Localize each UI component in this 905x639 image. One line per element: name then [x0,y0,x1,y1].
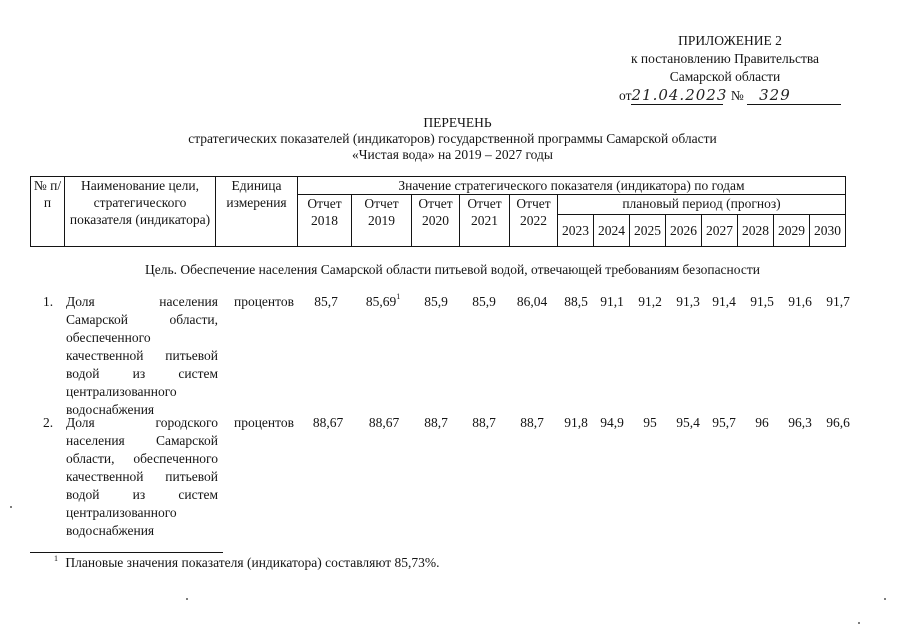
appendix-line3: Самарской области [669,69,781,85]
footnote-text: Плановые значения показателя (индикатора) составляют 85,73%. [65,555,440,570]
value-2021: 88,7 [472,415,496,430]
report-2019: Отчет 2019 [352,195,412,247]
row-unit: процентов [233,294,294,309]
title-line3: «Чистая вода» на 2019 – 2027 годы [352,147,553,163]
col-num-header: № п/п [31,177,65,247]
row-indicator-name: Доля городского населения Самарской области, обеспеченного качественной питьевой водой из систем централизованного водоснабжения [66,415,218,538]
value-2021: 85,9 [472,294,496,309]
value-2029: 91,6 [788,294,812,309]
plan-year-2027: 2027 [702,215,738,247]
report-2018: Отчет 2018 [298,195,352,247]
report-2020: Отчет 2020 [412,195,460,247]
value-2025: 91,2 [638,294,662,309]
table-row [0,292,905,417]
plan-year-2028: 2028 [738,215,774,247]
scan-speck [858,622,860,624]
scan-speck [10,506,12,508]
goal-line: Цель. Обеспечение населения Самарской области питьевой водой, отвечающей требованиям безопасности [145,262,760,277]
appendix-line2: к постановлению Правительства [630,51,820,67]
title-main: ПЕРЕЧЕНЬ [423,115,492,130]
value-2025: 95 [643,415,657,430]
footnote-mark: 1 [54,554,58,563]
value-2024: 91,1 [600,294,624,309]
value-2022: 86,04 [516,294,548,309]
value-2029: 96,3 [788,415,812,430]
title-line2: стратегических показателей (индикаторов) государственной программы Самарской области [188,131,717,147]
row-number: 1. [42,294,54,309]
value-2026: 91,3 [676,294,700,309]
value-2028: 91,5 [750,294,774,309]
date-number-line [619,86,844,105]
scan-speck [884,598,886,600]
value-2023: 91,8 [564,415,588,430]
value-2022: 88,7 [520,415,544,430]
value-2028: 96 [755,415,769,430]
value-2027: 91,4 [712,294,736,309]
scan-speck [186,598,188,600]
handwritten-date: 21.04.2023 [631,86,728,104]
value-2019: 88,67 [368,415,400,430]
value-2023: 88,5 [564,294,588,309]
footnote-divider [30,552,223,553]
report-2021: Отчет 2021 [460,195,510,247]
row-number: 2. [42,415,54,430]
plan-year-2023: 2023 [558,215,594,247]
value-2030: 96,6 [826,415,850,430]
date-prefix: от [619,88,632,103]
plan-period-header: плановый период (прогноз) [558,195,846,215]
footnote-mark: 1 [396,292,401,301]
footnote [54,555,440,571]
document-title [0,115,905,164]
col-values-header: Значение стратегического показателя (индикатора) по годам [298,177,846,195]
table-row [0,414,905,539]
value-2019: 85,69$^1$ [365,292,401,309]
row-indicator-name: Доля населения Самарской области, обеспеченного качественной питьевой водой из систем централизованного водоснабжения [66,294,218,417]
col-unit-header: Единица измерения [216,177,298,247]
appendix-title: ПРИЛОЖЕНИЕ 2 [678,33,782,48]
plan-year-2024: 2024 [594,215,630,247]
report-2022: Отчет 2022 [510,195,558,247]
value-2026: 95,4 [676,415,700,430]
indicators-table-header [30,176,846,247]
plan-year-2025: 2025 [630,215,666,247]
handwritten-number: 329 [747,86,841,105]
number-prefix: № [730,88,744,103]
plan-year-2030: 2030 [810,215,846,247]
value-2030: 91,7 [826,294,850,309]
row-unit: процентов [233,415,294,430]
plan-year-2026: 2026 [666,215,702,247]
col-name-header: Наименование цели, стратегического показателя (индикатора) [65,177,216,247]
value-2018: 88,67 [312,415,344,430]
value-2018: 85,7 [314,294,338,309]
appendix-header [600,33,850,86]
value-2020: 88,7 [424,415,448,430]
plan-year-2029: 2029 [774,215,810,247]
value-2024: 94,9 [600,415,624,430]
value-2027: 95,7 [712,415,736,430]
value-2020: 85,9 [424,294,448,309]
